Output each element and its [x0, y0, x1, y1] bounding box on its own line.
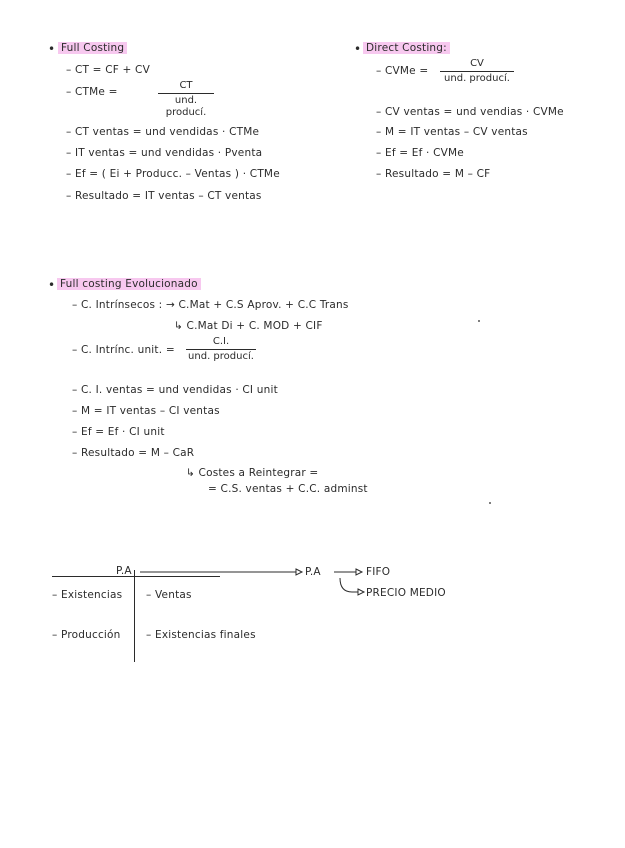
ctme-numerator: CT [179, 80, 193, 91]
costes-reintegrar-label: ↳ Costes a Reintegrar = [186, 467, 319, 479]
ctme-label: – CTMe = [66, 86, 118, 98]
m-formula: – M = IT ventas – CI ventas [72, 405, 220, 417]
bullet-full-costing-evolucionado: • [48, 278, 56, 292]
precio-medio-label: PRECIO MEDIO [366, 587, 446, 599]
resultado-formula: – Resultado = M – CF [376, 168, 491, 180]
pa-right-label: P.A [305, 566, 321, 578]
existencias-finales-label: – Existencias finales [146, 629, 256, 641]
c-intrin-unit-denominator: und. producí. [188, 351, 254, 362]
direct-costing-title: Direct Costing: [363, 42, 450, 54]
produccion-label: – Producción [52, 629, 121, 641]
bullet-direct-costing: • [354, 42, 362, 56]
c-intrin-unit-label: – C. Intrínc. unit. = [72, 344, 175, 356]
ct-ventas-formula: – CT ventas = und vendidas · CTMe [66, 126, 260, 138]
costes-reintegrar-formula: = C.S. ventas + C.C. adminst [208, 483, 368, 495]
m-formula: – M = IT ventas – CV ventas [376, 126, 528, 138]
cvme-numerator: CV [470, 58, 484, 69]
full-costing-title: Full Costing [58, 42, 127, 54]
resultado-formula: – Resultado = IT ventas – CT ventas [66, 190, 262, 202]
ventas-label: – Ventas [146, 589, 192, 601]
fifo-label: FIFO [366, 566, 391, 578]
cvme-label: – CVMe = [376, 65, 429, 77]
c-intrin-unit-numerator: C.I. [212, 336, 230, 347]
cvme-denominator: und. producí. [444, 73, 510, 84]
c-intrinsecos-breakdown: ↳ C.Mat Di + C. MOD + CIF [174, 320, 323, 332]
c-intrinsecos-formula: – C. Intrínsecos : → C.Mat + C.S Aprov. + C.C Trans [72, 299, 349, 311]
resultado-formula: – Resultado = M – CaR [72, 447, 195, 459]
existencias-label: – Existencias [52, 589, 123, 601]
ef-formula: – Ef = Ef · CVMe [376, 147, 464, 159]
ctme-denominator: und. producí. [165, 95, 207, 118]
ci-ventas-formula: – C. I. ventas = und vendidas · CI unit [72, 384, 278, 396]
ct-formula: – CT = CF + CV [66, 64, 150, 76]
pa-left-label: P.A [116, 565, 132, 577]
full-costing-evolucionado-title: Full costing Evolucionado [57, 278, 201, 290]
it-ventas-formula: – IT ventas = und vendidas · Pventa [66, 147, 263, 159]
ef-formula: – Ef = ( Ei + Producc. – Ventas ) · CTMe [66, 168, 280, 180]
bullet-full-costing: • [48, 42, 56, 56]
cv-ventas-formula: – CV ventas = und vendias · CVMe [376, 106, 564, 118]
ef-formula: – Ef = Ef · CI unit [72, 426, 165, 438]
